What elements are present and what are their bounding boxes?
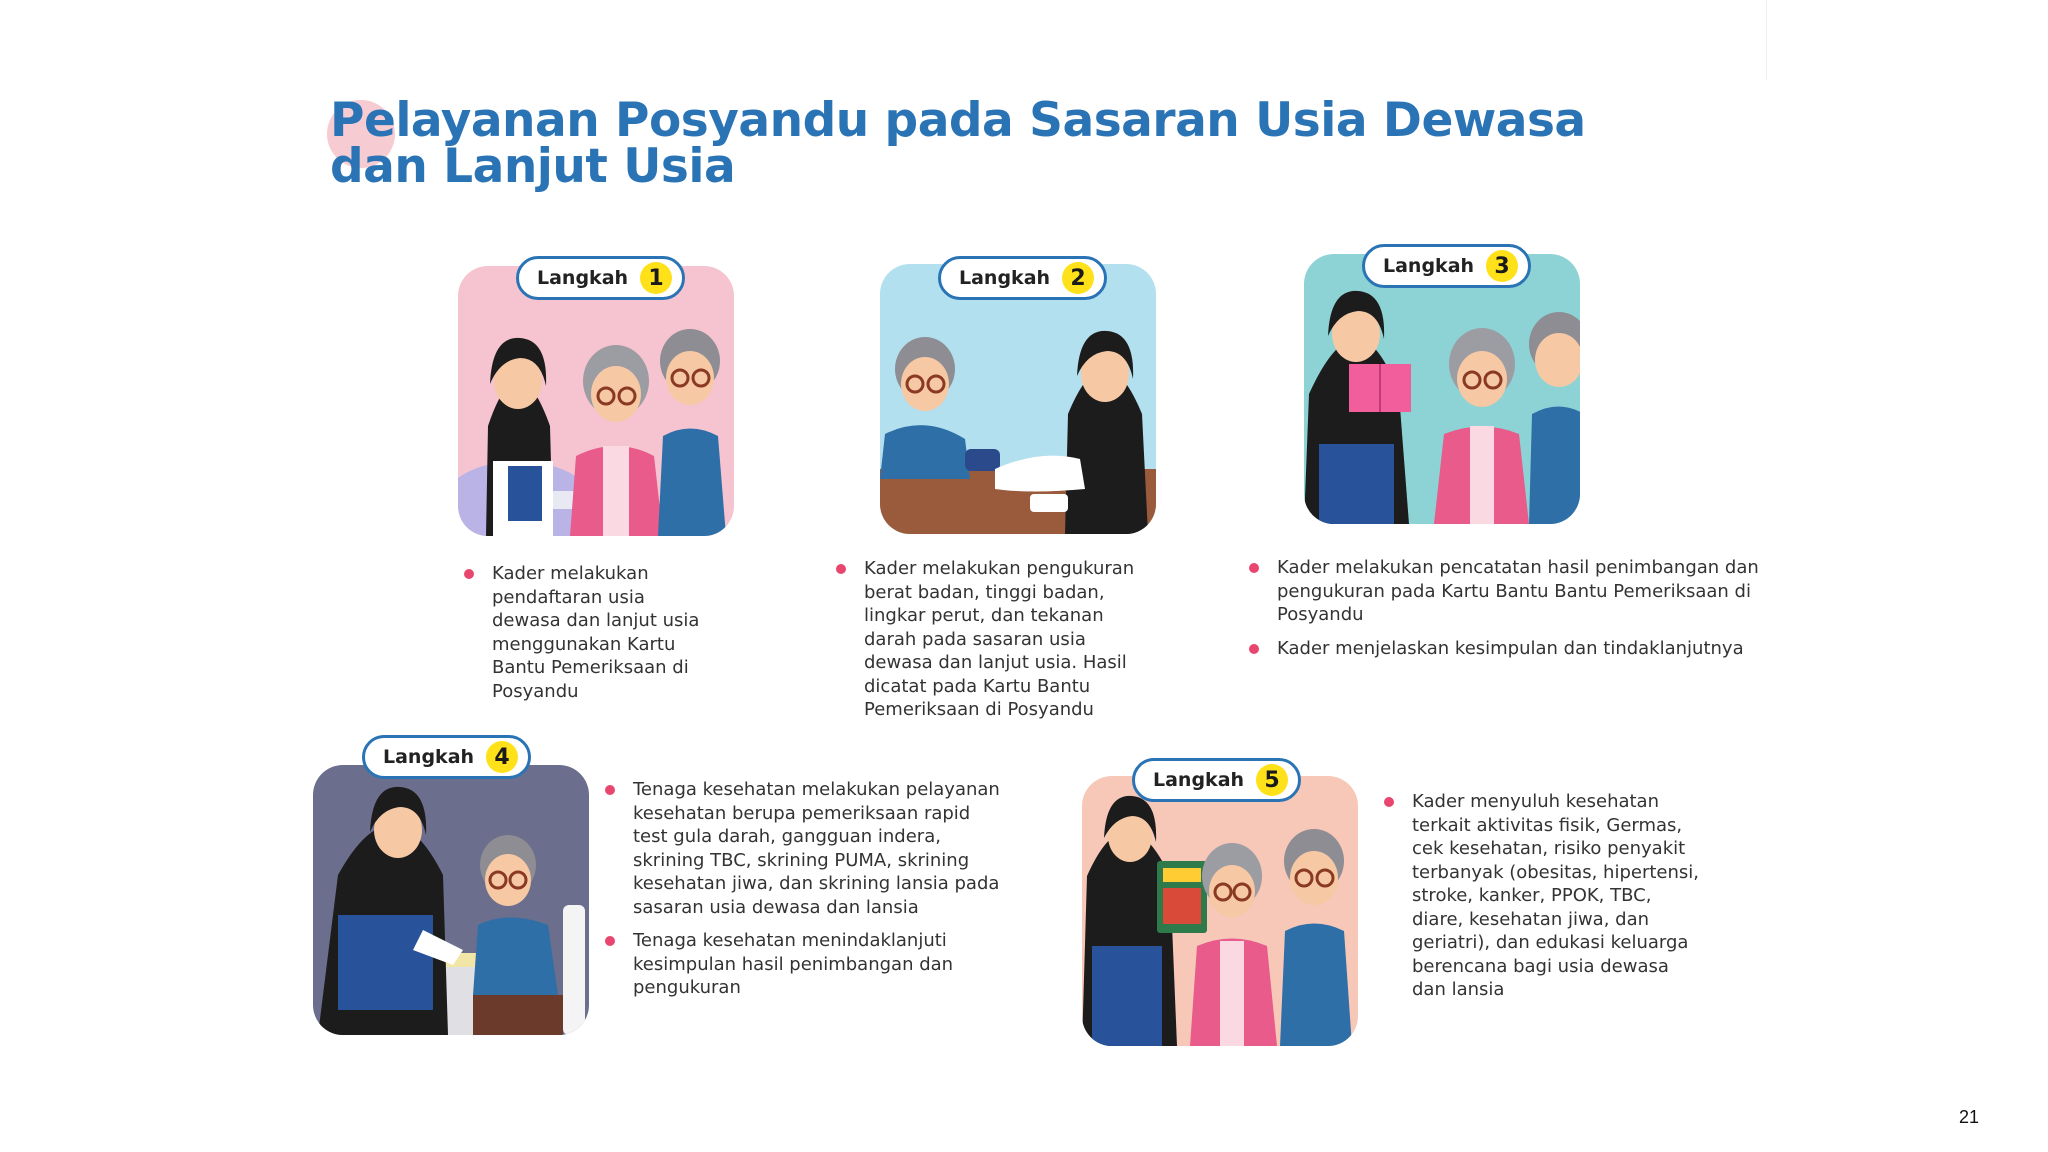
page-title: Pelayanan Posyandu pada Sasaran Usia Dewasa dan Lanjut Usia	[330, 93, 1586, 194]
step-2-illustration	[880, 264, 1156, 534]
step-3-badge	[1362, 244, 1531, 288]
step-4-badge-label: Langkah	[383, 746, 475, 768]
title-block	[330, 93, 1630, 194]
step-5-badge-label: Langkah	[1153, 769, 1245, 791]
step-4-bullet-2: Tenaga kesehatan menindaklanjuti kesimpulan hasil penimbangan dan pengukuran	[603, 929, 1003, 1000]
step-4-number: 4	[486, 741, 518, 773]
step-5-number: 5	[1256, 764, 1288, 796]
step-4-badge	[362, 735, 531, 779]
step-2-badge-label: Langkah	[959, 267, 1051, 289]
step-2-number: 2	[1062, 262, 1094, 294]
step-1-badge	[516, 256, 685, 300]
step-1-illustration	[458, 266, 734, 536]
step-5-description	[1382, 790, 1702, 1012]
step-3-badge-label: Langkah	[1383, 255, 1475, 277]
step-1-bullet-1: Kader melakukan pendaftaran usia dewasa dan lanjut usia menggunakan Kartu Bantu Pemeriksaan di Posyandu	[462, 562, 710, 703]
step-1-badge-label: Langkah	[537, 267, 629, 289]
page-number: 21	[1958, 1107, 1979, 1127]
step-5-badge	[1132, 758, 1301, 802]
step-3-number: 3	[1486, 250, 1518, 282]
step-3-description	[1247, 556, 1767, 670]
step-4-illustration	[313, 765, 589, 1035]
step-4-bullet-1: Tenaga kesehatan melakukan pelayanan kesehatan berupa pemeriksaan rapid test gula darah, gangguan indera, skrining TBC, skrining PUMA, skrining kesehatan jiwa, dan skrining lansia pada sasaran usia dewasa dan lansia	[603, 778, 1003, 919]
step-2-badge	[938, 256, 1107, 300]
step-5-illustration	[1082, 776, 1358, 1046]
step-2-description	[834, 557, 1154, 732]
step-2-bullet-1: Kader melakukan pengukuran berat badan, tinggi badan, lingkar perut, dan tekanan darah pada sasaran usia dewasa dan lanjut usia. Hasil dicatat pada Kartu Bantu Pemeriksaan di Posyandu	[834, 557, 1154, 722]
step-3-bullet-2: Kader menjelaskan kesimpulan dan tindaklanjutnya	[1247, 637, 1767, 661]
step-1-number: 1	[640, 262, 672, 294]
step-3-bullet-1: Kader melakukan pencatatan hasil penimbangan dan pengukuran pada Kartu Bantu Bantu Pemeriksaan di Posyandu	[1247, 556, 1767, 627]
step-5-bullet-1: Kader menyuluh kesehatan terkait aktivitas fisik, Germas, cek kesehatan, risiko penyakit terbanyak (obesitas, hipertensi, stroke, kanker, PPOK, TBC, diare, kesehatan jiwa, dan geriatri), dan edukasi keluarga berencana bagi usia dewasa dan lansia	[1382, 790, 1702, 1002]
step-3-illustration	[1304, 254, 1580, 524]
step-4-description	[603, 778, 1003, 1010]
step-1-description	[462, 562, 710, 713]
page-edge-line	[1766, 0, 1767, 80]
